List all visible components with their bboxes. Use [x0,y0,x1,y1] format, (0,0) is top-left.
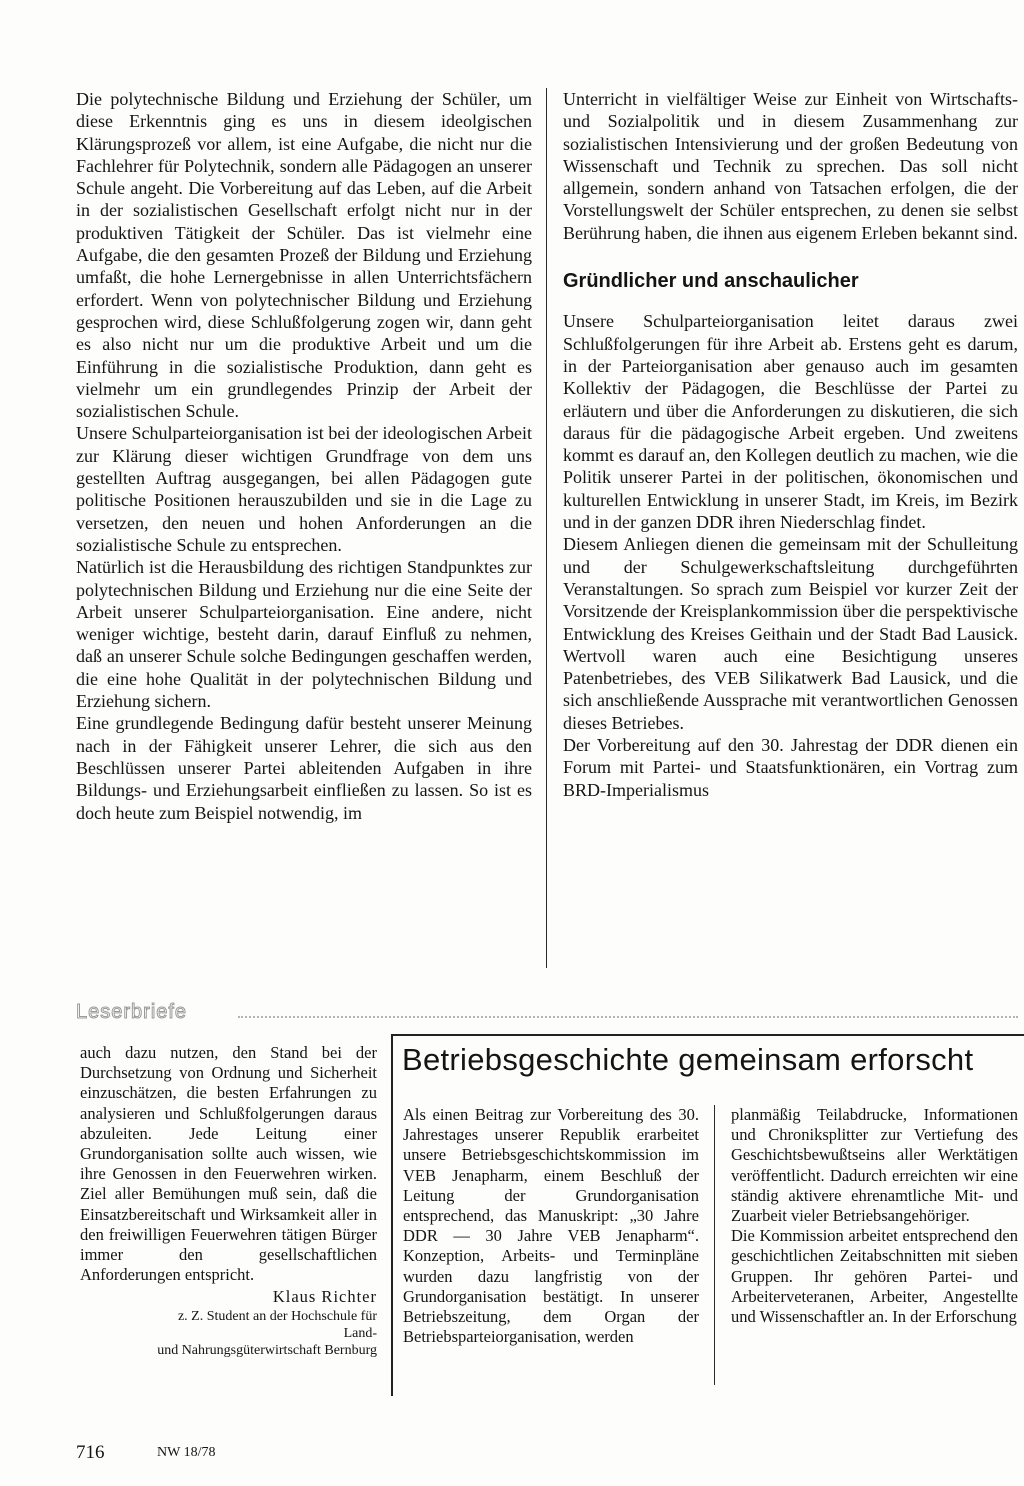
paragraph: Diesem Anliegen dienen die gemeinsam mit der Schulleitung und der Schulgewerkschaftsleitung durchgeführten Veranstaltungen. So sprach zum Beispiel vor kurzer Zeit der Vorsitzende der Kreisplankommission über die perspektivische Entwicklung des Kreises Geithain und der Stadt Bad Lausick. Wertvoll waren auch eine Besichtigung unseres Patenbetriebes, des VEB Silikatwerk Bad Lausick, und die sich anschließende Aussprache mit verantwortlichen Genossen dieses Betriebes. [563,534,1018,733]
paragraph: Unsere Schulparteiorganisation leitet daraus zwei Schlußfolgerungen für ihre Arbeit ab. Erstens geht es darum, in der Parteiorganisation aber genauso auch im gesamten Kollektiv der Pädagogen, die Beschlüsse der Partei zu erläutern und über die Anforderungen zu diskutieren, die sich daraus für die pädagogische Arbeit ergeben. Und zweitens kommt es darauf an, den Kollegen deutlich zu machen, wie die Politik unserer Partei in der politischen, ökonomischen und kulturellen Entwicklung in unserer Stadt, im Kreis, im Bezirk und in der ganzen DDR ihren Niederschlag findet. [563,311,1018,533]
page-number: 716 [76,1442,105,1463]
letter-text: auch dazu nutzen, den Stand bei der Durchsetzung von Ordnung und Sicherheit einzuschätzen, die besten Erfahrungen zu analysieren und Schlußfolgerungen daraus abzuleiten. Jede Leitung einer Grundorganisation sollte auch wissen, wie ihre Genossen in den Feuerwehren wirken. Ziel aller Bemühungen muß sein, daß die Einsatzbereitschaft und Wirksamkeit aller in den freiwilligen Feuerwehren tätigen Bürger immer den gesellschaftlichen Anforderungen entspricht. [80,1043,377,1285]
main-article-left-column [76,88,532,824]
paragraph: Eine grundlegende Bedingung dafür besteht unserer Meinung nach in der Fähigkeit unserer Lehrer, die sich aus den Beschlüssen unserer Partei ableitenden Aufgaben in ihre Bildungs- und Erziehungsarbeit einfließen zu lassen. So ist es doch heute zum Beispiel notwendig, im [76,713,532,823]
section-label: Leserbriefe [76,1001,188,1023]
letter-author: Klaus Richter [272,1287,377,1307]
paragraph: Unsere Schulparteiorganisation ist bei der ideologischen Arbeit zur Klärung dieser wichtigen Grundfrage von dem uns gestellten Auftrag ausgegangen, bei allen Pädagogen gute politische Positionen herauszubilden und sie in die Lage zu versetzen, den neuen und hohen Anforderungen an die sozialistische Schule zu entsprechen. [76,423,532,555]
paragraph: Die Kommission arbeitet entsprechend den geschichtlichen Zeitabschnitten mit sieben Gruppen. Ihr gehören Partei- und Arbeiterveteranen, Arbeiter, Angestellte und Wissenschaftler an. In der Erforschung [731,1226,1018,1327]
author-affiliation-line: und Nahrungsgüterwirtschaft Bernburg [157,1342,377,1358]
paragraph: Unterricht in vielfältiger Weise zur Einheit von Wirtschafts- und Sozialpolitik und in diesem Zusammenhang zur sozialistischen Intensivierung und der großen Bedeutung von Wissenschaft und Technik zu sprechen. Das soll nicht allgemein, sondern anhand von Tatsachen erfolgen, die der Vorstellungswelt der Schüler entsprechen, zu denen sie selbst Berührung haben, die ihnen aus eigenem Erleben bekannt sind. [563,89,1018,243]
article-headline: Betriebsgeschichte gemeinsam erforscht [402,1042,974,1077]
section-header [76,1001,1018,1029]
paragraph: Der Vorbereitung auf den 30. Jahrestag der DDR dienen ein Forum mit Partei- und Staatsfunktionären, ein Vortrag zum BRD-Imperialismus [563,735,1018,800]
reader-letter [80,1043,377,1359]
issue-label: NW 18/78 [157,1445,216,1460]
main-article-right-column [563,88,1018,801]
paragraph: planmäßig Teilabdrucke, Informationen und Chroniksplitter zur Vertiefung des Geschichtsbewußtseins aller Werktätigen veröffentlicht. Dadurch erreichten wir eine ständig aktivere ehrenamtliche Mit- und Zuarbeit vieler Betriebsangehöriger. [731,1105,1018,1226]
paragraph: Die polytechnische Bildung und Erziehung der Schüler, um diese Erkenntnis ging es uns in diesem ideolgischen Klärungsprozeß vor allem, ist eine Aufgabe, die nicht nur die Fachlehrer für Polytechnik, sondern alle Pädagogen an unserer Schule angeht. Die Vorbereitung auf das Leben, auf die Arbeit in der sozialistischen Gesellschaft erfolgt nicht nur in der produktiven Tätigkeit der Schüler. Das ist vielmehr eine Aufgabe, die den gesamten Prozeß der Bildung und Erziehung umfaßt, die hohe Lernergebnisse in allen Unterrichtsfächern erfordert. Wenn von polytechnischer Bildung und Erziehung gesprochen wird, diese Schlußfolgerung zogen wir, dann geht es also nicht nur um die produktive Arbeit und um die Einführung in die sozialistische Produktion, dann geht es vielmehr um ein grundlegendes Prinzip der Arbeit der sozialistischen Schule. [76,89,532,422]
article-column-1 [403,1105,699,1347]
author-affiliation-line: z. Z. Student an der Hochschule für [177,1308,377,1324]
paragraph: Natürlich ist die Herausbildung des richtigen Standpunktes zur polytechnischen Bildung und Erziehung nur die eine Seite der Arbeit unserer Schulparteiorganisation. Eine andere, nicht weniger wichtige, besteht darin, darauf Einfluß zu nehmen, daß an unserer Schule solche Bedingungen geschaffen werden, die eine hohe Qualität in der polytechnischen Bildung und Erziehung sichern. [76,557,532,712]
author-affiliation-line: Land- [343,1325,377,1341]
column-divider [714,1105,715,1385]
article-column-2 [731,1105,1018,1327]
section-rule [238,1016,1018,1018]
column-divider [546,88,547,968]
subheading: Gründlicher und anschaulicher [563,270,859,293]
paragraph: Als einen Beitrag zur Vorbereitung des 30. Jahrestages unserer Republik erarbeitet unsere Betriebsgeschichtskommission im VEB Jenapharm, einem Beschluß der Leitung der Grundorganisation entsprechend, das Manuskript: „30 Jahre DDR — 30 Jahre VEB Jenapharm“. Konzeption, Arbeits- und Terminpläne wurden dazu langfristig von der Grundorganisation bestätigt. In unserer Betriebszeitung, dem Organ der Betriebsparteiorganisation, werden [403,1105,699,1347]
